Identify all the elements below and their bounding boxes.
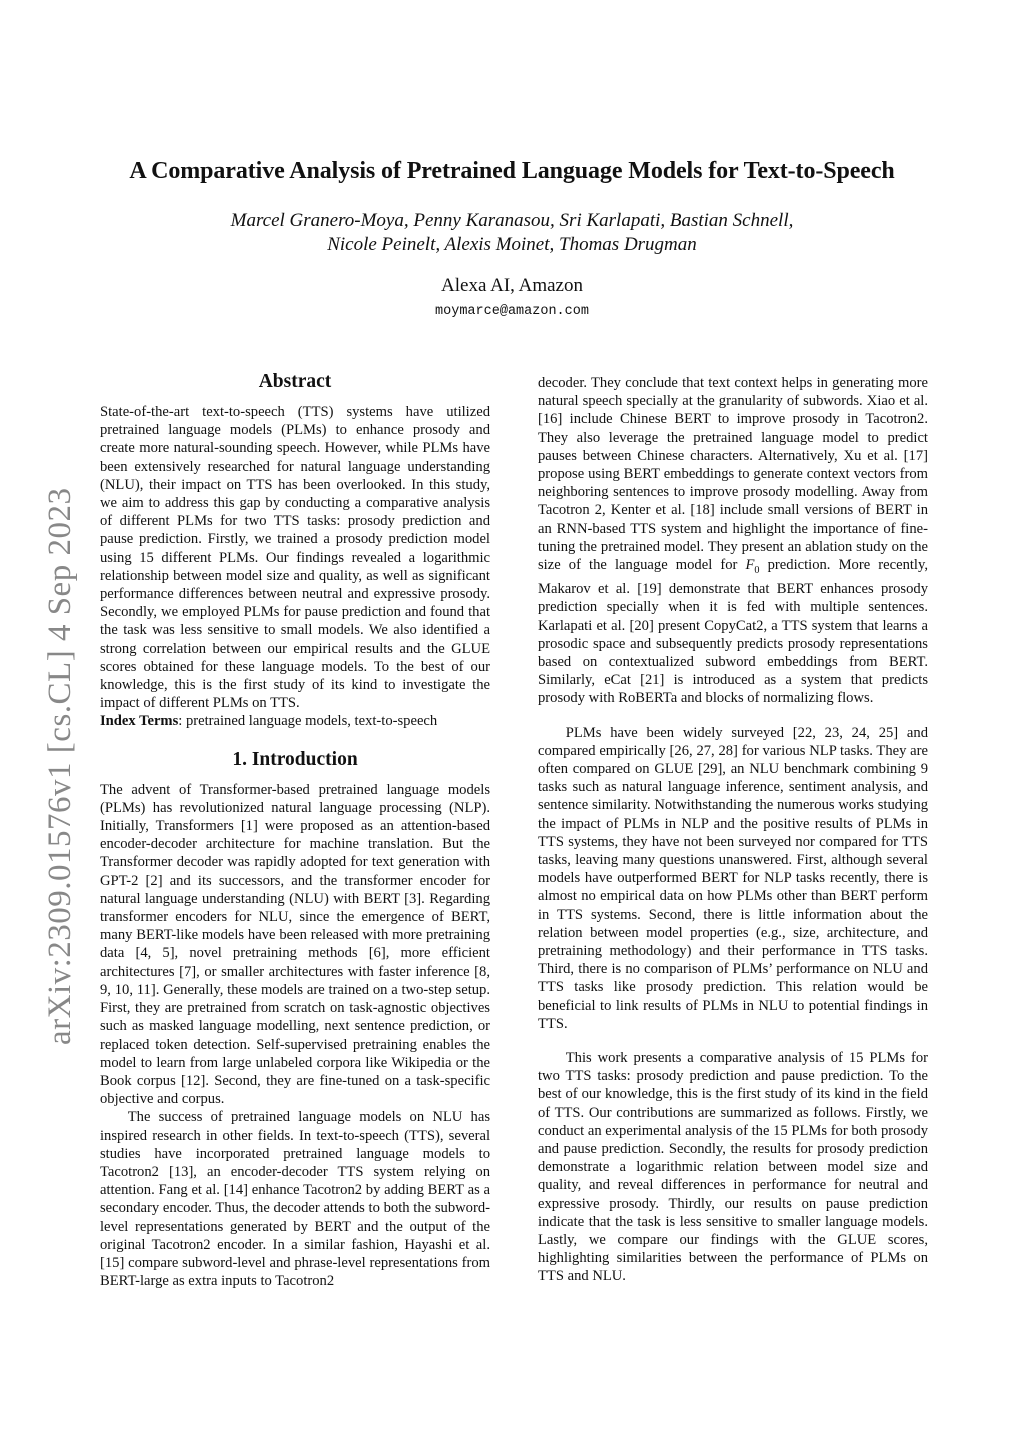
- abstract-text: State-of-the-art text-to-speech (TTS) systems have utilized pretrained language models (PLMs) to enhance prosody and create more natural-sounding speech. However, while PLMs have been extensively researched for natural language understanding (NLU), their impact on TTS has been overlooked. In this study, we aim to address this gap by conducting a comparative analysis of different PLMs for two TTS tasks: prosody prediction and pause prediction. Firstly, we trained a prosody prediction model using 15 different PLMs. Our findings revealed a logarithmic relationship between model size and quality, as well as significant performance differences between neutral and expressive prosody. Secondly, we employed PLMs for pause prediction and found that the task was less sensitive to small models. We also identified a strong correlation between our empirical results and the GLUE scores obtained for these language models. To the best of our knowledge, this is the first study of its kind to investigate the impact of different PLMs on TTS.: [100, 404, 490, 712]
- authors-line-1: Marcel Granero-Moya, Penny Karanasou, Sri Karlapati, Bastian Schnell,: [230, 210, 794, 231]
- introduction-heading: 1. Introduction: [232, 748, 358, 770]
- index-terms-label: Index Terms: [100, 713, 179, 730]
- abstract-heading: Abstract: [258, 371, 332, 392]
- paper-title: A Comparative Analysis of Pretrained Language Models for Text-to-Speech: [129, 158, 895, 184]
- intro-paragraph-4: This work presents a comparative analysis of 15 PLMs for two TTS tasks: prosody prediction and pause prediction. To the best of our knowledge, this is the first study of its kind in the field of TTS. Our contributions are summarized as follows. Firstly, we conduct an experimental analysis of the 15 PLMs for both prosody and pause prediction. Secondly, the results for prosody prediction demonstrate a logarithmic relation between model size and quality, and reveal differences in performance for neutral and expressive prosody. Thirdly, our results on pause prediction indicate that the task is less sensitive to smaller language models. Lastly, we compare our findings with the GLUE scores, highlighting similarities between the performance of PLMs on TTS and NLU.: [538, 1050, 928, 1285]
- f0-letter: F: [745, 557, 755, 574]
- authors-line-2: Nicole Peinelt, Alexis Moinet, Thomas Drugman: [327, 234, 697, 255]
- f0-subscript: 0: [754, 564, 760, 576]
- left-column: [100, 371, 490, 1290]
- paragraph-2-continued-b: prediction. More recently, Makarov et al. [19] demonstrate that BERT enhances prosody prediction specially when it is fed with multiple sentences. Karlapati et al. [20] present CopyCat2, a TTS system that learns a prosodic space and subsequently predicts prosody representations based on contextualized subword embeddings from BERT. Similarly, eCat [21] is introduced as a system that predicts prosody with RoBERTa and blocks of normalizing flows.: [538, 557, 928, 707]
- index-terms-text: : pretrained language models, text-to-speech: [178, 713, 438, 730]
- intro-paragraph-1: The advent of Transformer-based pretrained language models (PLMs) has revolutionized natural language processing (NLP). Initially, Transformers [1] were proposed as an attention-based encoder-decoder architecture for machine translation. But the Transformer decoder was rapidly adopted for text generation with GPT-2 [2] and its successors, and the transformer encoder for natural language understanding (NLU) with BERT [3]. Regarding transformer encoders for NLU, since the emergence of BERT, many BERT-like models have been released with more pretraining data [4, 5], novel pretraining methods [6], more efficient architectures [7], or smaller architectures with faster inference [8, 9, 10, 11]. Generally, these models are trained on a two-step setup. First, they are pretrained from scratch on task-agnostic objectives such as masked language modelling, next sentence prediction, or replaced token detection. Self-supervised pretraining enables the model to learn from large unlabeled corpora like Wikipedia or the Book corpus [12]. Second, they are fine-tuned on a task-specific objective and corpus.: [100, 781, 490, 1108]
- intro-paragraph-2: The success of pretrained language models on NLU has inspired research in other fields. In text-to-speech (TTS), several studies have incorporated pretrained language models to Tacotron2 [13], an encoder-decoder TTS system relying on attention. Fang et al. [14] enhance Tacotron2 by adding BERT as a secondary encoder. Thus, the decoder attends to both the subword-level representations generated by BERT and the output of the original Tacotron2 encoder. In a similar fashion, Hayashi et al. [15] compare subword-level and phrase-level representations from BERT-large as extra inputs to Tacotron2: [100, 1109, 490, 1290]
- intro-paragraph-2-continued: [538, 374, 928, 708]
- index-terms: [100, 712, 490, 730]
- affiliation: Alexa AI, Amazon: [441, 275, 583, 296]
- author-list: [0, 209, 1024, 257]
- intro-paragraph-3: PLMs have been widely surveyed [22, 23, 24, 25] and compared empirically [26, 27, 28] for various NLP tasks. They are often compared on GLUE [29], an NLU benchmark combining 9 tasks such as natural language inference, sentiment analysis, and sentence similarity. Notwithstanding the numerous works studying the impact of PLMs in NLP and the positive results of PLMs in TTS systems, they have not been surveyed nor compared for TTS tasks, leaving many questions unanswered. First, although several models have outperformed BERT for NLP tasks recently, there is almost no empirical data on how PLMs other than BERT perform in TTS systems. Second, there is little information about the relation between model properties (e.g., size, architecture, and pretraining methodology) and their performance in TTS tasks. Third, there is no comparison of PLMs’ performance on NLU and TTS tasks like prosody prediction. This relation would be beneficial to link results of PLMs in NLU to potential findings in TTS.: [538, 724, 928, 1032]
- right-column: [538, 374, 928, 1286]
- paragraph-2-continued-a: decoder. They conclude that text context helps in generating more natural speech specially at the granularity of subwords. Xiao et al. [16] include Chinese BERT to improve prosody in Tacotron2. They also leverage the pretrained language model to predict pauses between Chinese characters. Alternatively, Xu et al. [17] propose using BERT embeddings to generate context vectors from neighboring sentences to improve prosody modelling. Away from Tacotron 2, Kenter et al. [18] include small versions of BERT in an RNN-based TTS system and highlight the importance of fine-tuning the pretrained model. They present an ablation study on the size of the language model for: [538, 375, 928, 574]
- arxiv-identifier: arXiv:2309.01576v1 [cs.CL] 4 Sep 2023: [42, 487, 78, 1045]
- f0-symbol: [745, 557, 760, 576]
- contact-email: moymarce@amazon.com: [435, 304, 589, 319]
